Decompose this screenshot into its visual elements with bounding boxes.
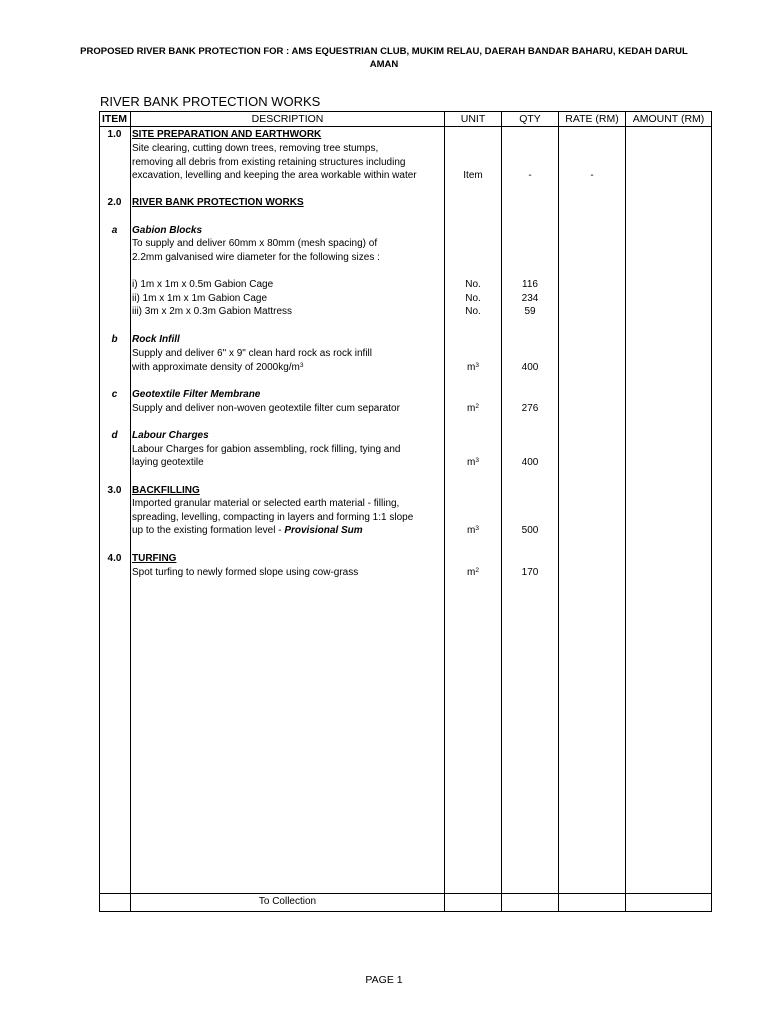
item-description-line: Site clearing, cutting down trees, removing tree stumps, bbox=[132, 143, 379, 154]
item-qty: 500 bbox=[521, 525, 539, 536]
header-line-1: PROPOSED RIVER BANK PROTECTION FOR : AMS EQUESTRIAN CLUB, MUKIM RELAU, DAERAH BANDAR BAHARU, KEDAH DARUL bbox=[80, 46, 688, 57]
sub-item-letter: a bbox=[111, 225, 118, 236]
collection-label: To Collection bbox=[258, 896, 317, 907]
item-qty: 59 bbox=[524, 306, 536, 317]
col-border-item bbox=[130, 111, 131, 912]
header-rate: RATE (RM) bbox=[565, 113, 619, 125]
item-title: TURFING bbox=[132, 553, 177, 564]
sub-item-letter: b bbox=[111, 334, 118, 345]
item-unit: $m^2$ bbox=[467, 403, 479, 414]
item-unit: $m^3$ bbox=[467, 457, 479, 468]
header-line-2: AMAN bbox=[369, 59, 399, 70]
item-unit: Item bbox=[463, 170, 483, 181]
item-description-line: excavation, levelling and keeping the area workable within water bbox=[132, 170, 417, 181]
sub-item-description-line: Supply and deliver 6" x 9" clean hard rock as rock infill bbox=[132, 348, 372, 359]
item-description-line: removing all debris from existing retaining structures including bbox=[132, 156, 406, 168]
header-bottom-border bbox=[99, 126, 711, 127]
sub-item-description-line: To supply and deliver 60mm x 80mm (mesh spacing) of bbox=[132, 238, 378, 249]
item-unit: No. bbox=[465, 279, 481, 290]
item-description-line: up to the existing formation level - Provisional Sum bbox=[132, 525, 363, 536]
col-border-right bbox=[711, 111, 712, 912]
item-qty: 170 bbox=[521, 566, 539, 578]
item-number: 4.0 bbox=[107, 553, 122, 564]
header-item: ITEM bbox=[101, 113, 128, 125]
item-qty: - bbox=[528, 170, 532, 181]
sub-item-description-line: Supply and deliver non-woven geotextile filter cum separator bbox=[132, 403, 400, 414]
item-unit: $m^3$ bbox=[467, 525, 479, 536]
item-number: 3.0 bbox=[107, 485, 122, 496]
col-border-description bbox=[444, 111, 445, 912]
sub-item-title: Rock Infill bbox=[132, 334, 180, 345]
header-amount: AMOUNT (RM) bbox=[632, 113, 705, 125]
sub-item-title: Geotextile Filter Membrane bbox=[132, 389, 261, 400]
item-rate: - bbox=[590, 170, 594, 181]
item-title: SITE PREPARATION AND EARTHWORK bbox=[132, 129, 322, 140]
item-qty: 400 bbox=[521, 361, 539, 373]
item-title: BACKFILLING bbox=[132, 485, 200, 496]
col-border-qty bbox=[558, 111, 559, 912]
sub-item-letter: d bbox=[111, 430, 118, 441]
sub-item-description-line: 2.2mm galvanised wire diameter for the following sizes : bbox=[132, 251, 380, 263]
sub-item-title: Gabion Blocks bbox=[132, 225, 203, 236]
item-unit: $m^3$ bbox=[467, 361, 479, 373]
item-qty: 234 bbox=[521, 292, 539, 304]
sub-item-description-line: with approximate density of $2000kg/m^3$ bbox=[132, 361, 304, 373]
document-header bbox=[60, 45, 708, 71]
item-unit: No. bbox=[465, 292, 481, 304]
sub-item-description-line: laying geotextile bbox=[132, 457, 204, 468]
collection-top-border bbox=[99, 893, 711, 894]
size-line: ii) 1m x 1m x 1m Gabion Cage bbox=[132, 292, 268, 304]
sub-item-letter: c bbox=[111, 389, 118, 400]
item-qty: 116 bbox=[522, 279, 538, 290]
col-border-unit bbox=[501, 111, 502, 912]
item-unit: $m^2$ bbox=[467, 566, 479, 578]
header-qty: QTY bbox=[519, 113, 541, 125]
item-description-line: Spot turfing to newly formed slope using cow-grass bbox=[132, 566, 359, 578]
table-bottom-border bbox=[99, 911, 711, 912]
header-unit: UNIT bbox=[460, 113, 486, 125]
col-border-rate bbox=[625, 111, 626, 912]
item-description-line: spreading, levelling, compacting in layers and forming 1:1 slope bbox=[132, 511, 414, 523]
item-description-line: Imported granular material or selected earth material - filling, bbox=[132, 498, 400, 509]
item-number: 1.0 bbox=[107, 129, 122, 140]
item-qty: 276 bbox=[521, 403, 539, 414]
size-line: iii) 3m x 2m x 0.3m Gabion Mattress bbox=[132, 306, 293, 317]
item-qty: 400 bbox=[521, 457, 539, 468]
page-number: PAGE 1 bbox=[365, 974, 403, 986]
header-description: DESCRIPTION bbox=[251, 113, 324, 125]
item-unit: No. bbox=[465, 306, 481, 317]
sub-item-description-line: Labour Charges for gabion assembling, rock filling, tying and bbox=[132, 443, 401, 455]
item-number: 2.0 bbox=[107, 197, 122, 208]
section-title: RIVER BANK PROTECTION WORKS bbox=[100, 94, 321, 109]
size-line: i) 1m x 1m x 0.5m Gabion Cage bbox=[132, 279, 274, 290]
item-title: RIVER BANK PROTECTION WORKS bbox=[132, 197, 304, 208]
sub-item-title: Labour Charges bbox=[132, 430, 209, 441]
